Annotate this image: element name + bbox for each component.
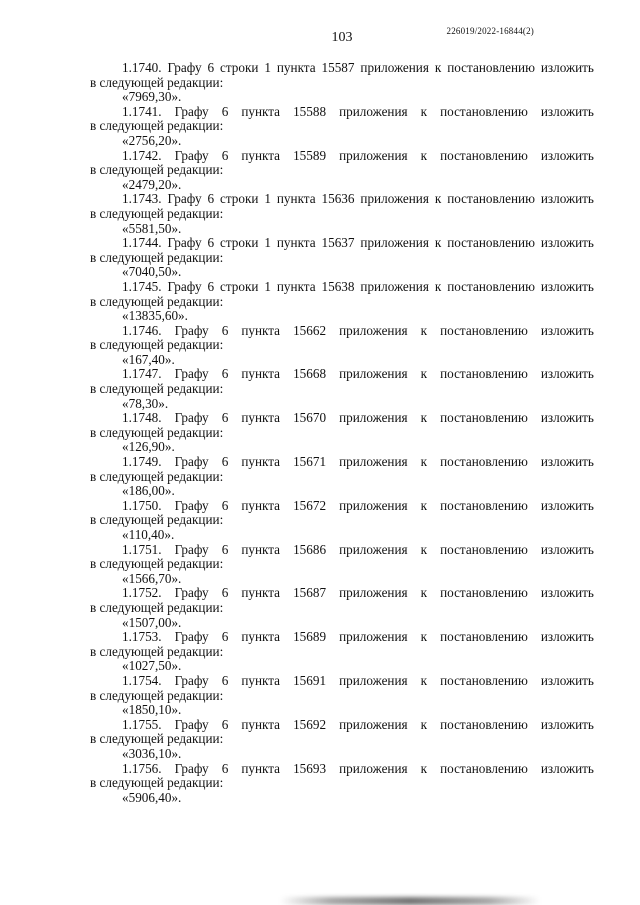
amendment-item <box>90 762 594 806</box>
instruction-word: пункта <box>241 147 281 163</box>
instruction-word: приложения <box>339 716 408 732</box>
amendment-new-value: «3036,10». <box>122 745 182 761</box>
instruction-word: строки <box>219 278 259 294</box>
instruction-word: постановлению <box>440 541 528 557</box>
amendment-instruction-line <box>90 236 594 251</box>
instruction-word: Графу <box>167 278 202 294</box>
instruction-word: приложения <box>339 497 408 513</box>
amendment-continuation-line: в следующей редакции: <box>90 337 224 353</box>
amendment-continuation-line: в следующей редакции: <box>90 118 224 134</box>
instruction-word: 1.1745. <box>122 278 162 294</box>
instruction-word: приложения <box>339 585 408 601</box>
amendment-new-value: «2479,20». <box>122 176 182 192</box>
amendment-instruction-line <box>90 499 594 514</box>
instruction-word: 15686 <box>293 541 327 557</box>
amendment-continuation-line: в следующей редакции: <box>90 468 224 484</box>
instruction-word: изложить <box>540 760 594 776</box>
instruction-word: Графу <box>174 541 209 557</box>
instruction-word: Графу <box>174 366 209 382</box>
instruction-word: Графу <box>174 716 209 732</box>
instruction-word: к <box>434 191 442 207</box>
amendment-instruction-line <box>90 455 594 470</box>
instruction-word: приложения <box>339 760 408 776</box>
instruction-word: строки <box>219 235 259 251</box>
amendment-instruction-line <box>90 586 594 601</box>
instruction-word: Графу <box>174 410 209 426</box>
instruction-word: к <box>420 147 428 163</box>
instruction-word: 6 <box>221 672 229 688</box>
instruction-word: 15638 <box>321 278 355 294</box>
instruction-word: Графу <box>167 60 202 75</box>
amendment-instruction-line <box>90 280 594 295</box>
amendment-item <box>90 586 594 630</box>
instruction-word: к <box>420 366 428 382</box>
instruction-word: пункта <box>241 322 281 338</box>
instruction-word: постановлению <box>440 716 528 732</box>
instruction-word: Графу <box>174 629 209 645</box>
instruction-word: 6 <box>221 103 229 119</box>
instruction-word: изложить <box>540 497 594 513</box>
instruction-word: к <box>420 672 428 688</box>
instruction-word: 6 <box>221 585 229 601</box>
instruction-word: 15588 <box>293 103 327 119</box>
instruction-word: Графу <box>174 322 209 338</box>
instruction-word: 6 <box>221 322 229 338</box>
instruction-word: 6 <box>221 760 229 776</box>
instruction-word: приложения <box>339 629 408 645</box>
instruction-word: 1.1756. <box>122 760 162 776</box>
document-reference-number: 226019/2022-16844(2) <box>446 26 534 36</box>
amendment-item <box>90 192 594 236</box>
instruction-word: к <box>420 716 428 732</box>
amendment-item <box>90 411 594 455</box>
instruction-word: приложения <box>339 410 408 426</box>
amendment-new-value: «1027,50». <box>122 658 182 674</box>
instruction-word: 15662 <box>293 322 327 338</box>
amendment-item <box>90 105 594 149</box>
instruction-word: 15687 <box>293 585 327 601</box>
instruction-word: Графу <box>174 585 209 601</box>
instruction-word: постановлению <box>447 235 535 251</box>
instruction-word: изложить <box>540 541 594 557</box>
amendment-new-value: «186,00». <box>122 483 175 499</box>
amendment-continuation-line: в следующей редакции: <box>90 205 224 221</box>
instruction-word: изложить <box>540 322 594 338</box>
instruction-word: 1.1741. <box>122 103 162 119</box>
instruction-word: 1.1749. <box>122 454 162 470</box>
instruction-word: Графу <box>174 103 209 119</box>
instruction-word: изложить <box>540 672 594 688</box>
instruction-word: 1 <box>264 60 271 75</box>
amendment-continuation-line: в следующей редакции: <box>90 424 224 440</box>
instruction-word: изложить <box>540 147 594 163</box>
amendment-new-value: «110,40». <box>122 527 175 542</box>
instruction-word: 15589 <box>293 147 327 163</box>
amendment-continuation-line: в следующей редакции: <box>90 599 224 615</box>
amendment-item <box>90 367 594 411</box>
amendment-instruction-line <box>90 411 594 426</box>
instruction-word: 1.1753. <box>122 629 162 645</box>
amendment-instruction-line <box>90 762 594 777</box>
instruction-word: постановлению <box>440 147 528 163</box>
instruction-word: 15670 <box>293 410 327 426</box>
instruction-word: 1 <box>264 191 271 207</box>
instruction-word: 15672 <box>293 497 327 513</box>
instruction-word: 6 <box>221 716 229 732</box>
instruction-word: 15637 <box>321 235 355 251</box>
instruction-word: изложить <box>540 103 594 119</box>
instruction-word: постановлению <box>440 454 528 470</box>
instruction-word: Графу <box>174 147 209 163</box>
instruction-word: пункта <box>241 760 281 776</box>
amendment-instruction-line <box>90 324 594 339</box>
instruction-word: 6 <box>207 60 215 75</box>
amendment-continuation-line: в следующей редакции: <box>90 556 224 572</box>
amendment-continuation-line: в следующей редакции: <box>90 381 224 397</box>
instruction-word: 6 <box>221 410 229 426</box>
instruction-word: постановлению <box>447 60 535 75</box>
instruction-word: пункта <box>276 235 316 251</box>
amendment-new-value: «7969,30». <box>122 89 182 105</box>
amendment-continuation-line: в следующей редакции: <box>90 162 224 178</box>
page-number: 103 <box>331 30 353 45</box>
instruction-word: 6 <box>207 191 215 207</box>
instruction-word: приложения <box>339 672 408 688</box>
amendment-new-value: «2756,20». <box>122 132 182 148</box>
instruction-word: пункта <box>241 541 281 557</box>
instruction-word: пункта <box>241 103 281 119</box>
amendment-instruction-line <box>90 630 594 645</box>
amendment-item <box>90 280 594 324</box>
instruction-word: к <box>420 497 428 513</box>
instruction-word: приложения <box>360 278 429 294</box>
instruction-word: изложить <box>540 235 594 251</box>
instruction-word: приложения <box>360 191 429 207</box>
instruction-word: Графу <box>174 760 209 776</box>
instruction-word: постановлению <box>440 103 528 119</box>
amendment-new-value: «167,40». <box>122 351 175 367</box>
amendment-continuation-line: в следующей редакции: <box>90 687 224 703</box>
instruction-word: 1.1743. <box>122 191 162 207</box>
instruction-word: приложения <box>339 541 408 557</box>
cut-off-text-line <box>280 897 540 905</box>
instruction-word: 1.1740. <box>122 60 162 75</box>
instruction-word: изложить <box>540 191 594 207</box>
instruction-word: 1.1746. <box>122 322 162 338</box>
amendment-instruction-line <box>90 543 594 558</box>
instruction-word: постановлению <box>440 585 528 601</box>
instruction-word: постановлению <box>447 191 535 207</box>
instruction-word: 6 <box>221 497 229 513</box>
instruction-word: пункта <box>276 60 316 75</box>
amendment-continuation-line: в следующей редакции: <box>90 74 224 90</box>
amendment-item <box>90 149 594 193</box>
instruction-word: 1.1742. <box>122 147 162 163</box>
amendment-instruction-line <box>90 61 594 76</box>
amendment-new-value: «13835,60». <box>122 308 188 324</box>
instruction-word: пункта <box>276 191 316 207</box>
instruction-word: приложения <box>339 454 408 470</box>
instruction-word: 15692 <box>293 716 327 732</box>
amendment-new-value: «7040,50». <box>122 264 182 280</box>
amendment-new-value: «126,90». <box>122 439 175 455</box>
instruction-word: 6 <box>207 235 215 251</box>
amendment-new-value: «5906,40». <box>122 789 182 805</box>
amendment-item <box>90 236 594 280</box>
instruction-word: пункта <box>241 454 281 470</box>
amendment-instruction-line <box>90 149 594 164</box>
amendment-instruction-line <box>90 192 594 207</box>
instruction-word: изложить <box>540 629 594 645</box>
amendment-item <box>90 499 594 543</box>
amendment-instruction-line <box>90 674 594 689</box>
instruction-word: 6 <box>221 147 229 163</box>
amendment-item <box>90 324 594 368</box>
instruction-word: 6 <box>221 541 229 557</box>
instruction-word: приложения <box>360 60 429 75</box>
instruction-word: постановлению <box>440 760 528 776</box>
instruction-word: пункта <box>241 585 281 601</box>
instruction-word: приложения <box>339 103 408 119</box>
instruction-word: изложить <box>540 716 594 732</box>
instruction-word: 15636 <box>321 191 355 207</box>
instruction-word: 15693 <box>293 760 327 776</box>
instruction-word: к <box>420 454 428 470</box>
instruction-word: Графу <box>167 235 202 251</box>
amendment-continuation-line: в следующей редакции: <box>90 731 224 747</box>
instruction-word: 15668 <box>293 366 327 382</box>
amendment-item <box>90 630 594 674</box>
instruction-word: 1.1750. <box>122 497 162 513</box>
instruction-word: приложения <box>339 322 408 338</box>
amendment-new-value: «5581,50». <box>122 220 182 236</box>
amendment-item <box>90 455 594 499</box>
instruction-word: приложения <box>339 147 408 163</box>
instruction-word: Графу <box>174 497 209 513</box>
instruction-word: Графу <box>174 454 209 470</box>
instruction-word: 1.1752. <box>122 585 162 601</box>
instruction-word: постановлению <box>440 410 528 426</box>
instruction-word: пункта <box>241 366 281 382</box>
amendment-continuation-line: в следующей редакции: <box>90 293 224 309</box>
instruction-word: к <box>420 322 428 338</box>
instruction-word: Графу <box>174 672 209 688</box>
amendment-instruction-line <box>90 718 594 733</box>
amendment-list <box>90 61 594 805</box>
instruction-word: постановлению <box>440 497 528 513</box>
instruction-word: пункта <box>241 672 281 688</box>
instruction-word: приложения <box>339 366 408 382</box>
amendment-instruction-line <box>90 367 594 382</box>
instruction-word: постановлению <box>440 672 528 688</box>
instruction-word: постановлению <box>447 278 535 294</box>
amendment-new-value: «1507,00». <box>122 614 182 630</box>
instruction-word: постановлению <box>440 629 528 645</box>
instruction-word: 1.1747. <box>122 366 162 382</box>
instruction-word: пункта <box>241 497 281 513</box>
amendment-item <box>90 674 594 718</box>
instruction-word: к <box>434 235 442 251</box>
instruction-word: 6 <box>207 278 215 294</box>
instruction-word: Графу <box>167 191 202 207</box>
instruction-word: к <box>420 410 428 426</box>
instruction-word: 1.1754. <box>122 672 162 688</box>
instruction-word: 1.1755. <box>122 716 162 732</box>
amendment-instruction-line <box>90 105 594 120</box>
instruction-word: строки <box>219 60 259 75</box>
instruction-word: постановлению <box>440 322 528 338</box>
instruction-word: 1 <box>264 278 271 294</box>
amendment-continuation-line: в следующей редакции: <box>90 512 224 528</box>
amendment-item <box>90 718 594 762</box>
instruction-word: 15691 <box>293 672 327 688</box>
instruction-word: 6 <box>221 629 229 645</box>
amendment-continuation-line: в следующей редакции: <box>90 249 224 265</box>
instruction-word: пункта <box>276 278 316 294</box>
instruction-word: постановлению <box>440 366 528 382</box>
amendment-new-value: «1566,70». <box>122 570 182 586</box>
amendment-new-value: «1850,10». <box>122 702 182 718</box>
amendment-item <box>90 61 594 105</box>
amendment-item <box>90 543 594 587</box>
instruction-word: пункта <box>241 629 281 645</box>
amendment-new-value: «78,30». <box>122 395 169 411</box>
instruction-word: изложить <box>540 60 594 75</box>
amendment-continuation-line: в следующей редакции: <box>90 643 224 659</box>
instruction-word: к <box>434 60 442 75</box>
instruction-word: к <box>420 585 428 601</box>
instruction-word: к <box>420 629 428 645</box>
instruction-word: изложить <box>540 454 594 470</box>
instruction-word: 15689 <box>293 629 327 645</box>
instruction-word: к <box>420 103 428 119</box>
amendment-continuation-line: в следующей редакции: <box>90 775 224 791</box>
instruction-word: пункта <box>241 716 281 732</box>
instruction-word: 1.1748. <box>122 410 162 426</box>
instruction-word: изложить <box>540 585 594 601</box>
instruction-word: приложения <box>360 235 429 251</box>
instruction-word: 6 <box>221 454 229 470</box>
instruction-word: 15671 <box>293 454 327 470</box>
instruction-word: изложить <box>540 410 594 426</box>
instruction-word: 6 <box>221 366 229 382</box>
instruction-word: 15587 <box>321 60 355 75</box>
instruction-word: 1.1751. <box>122 541 162 557</box>
instruction-word: к <box>420 760 428 776</box>
instruction-word: пункта <box>241 410 281 426</box>
instruction-word: изложить <box>540 278 594 294</box>
instruction-word: строки <box>219 191 259 207</box>
instruction-word: 1.1744. <box>122 235 162 251</box>
instruction-word: 1 <box>264 235 271 251</box>
instruction-word: к <box>434 278 442 294</box>
instruction-word: изложить <box>540 366 594 382</box>
instruction-word: к <box>420 541 428 557</box>
